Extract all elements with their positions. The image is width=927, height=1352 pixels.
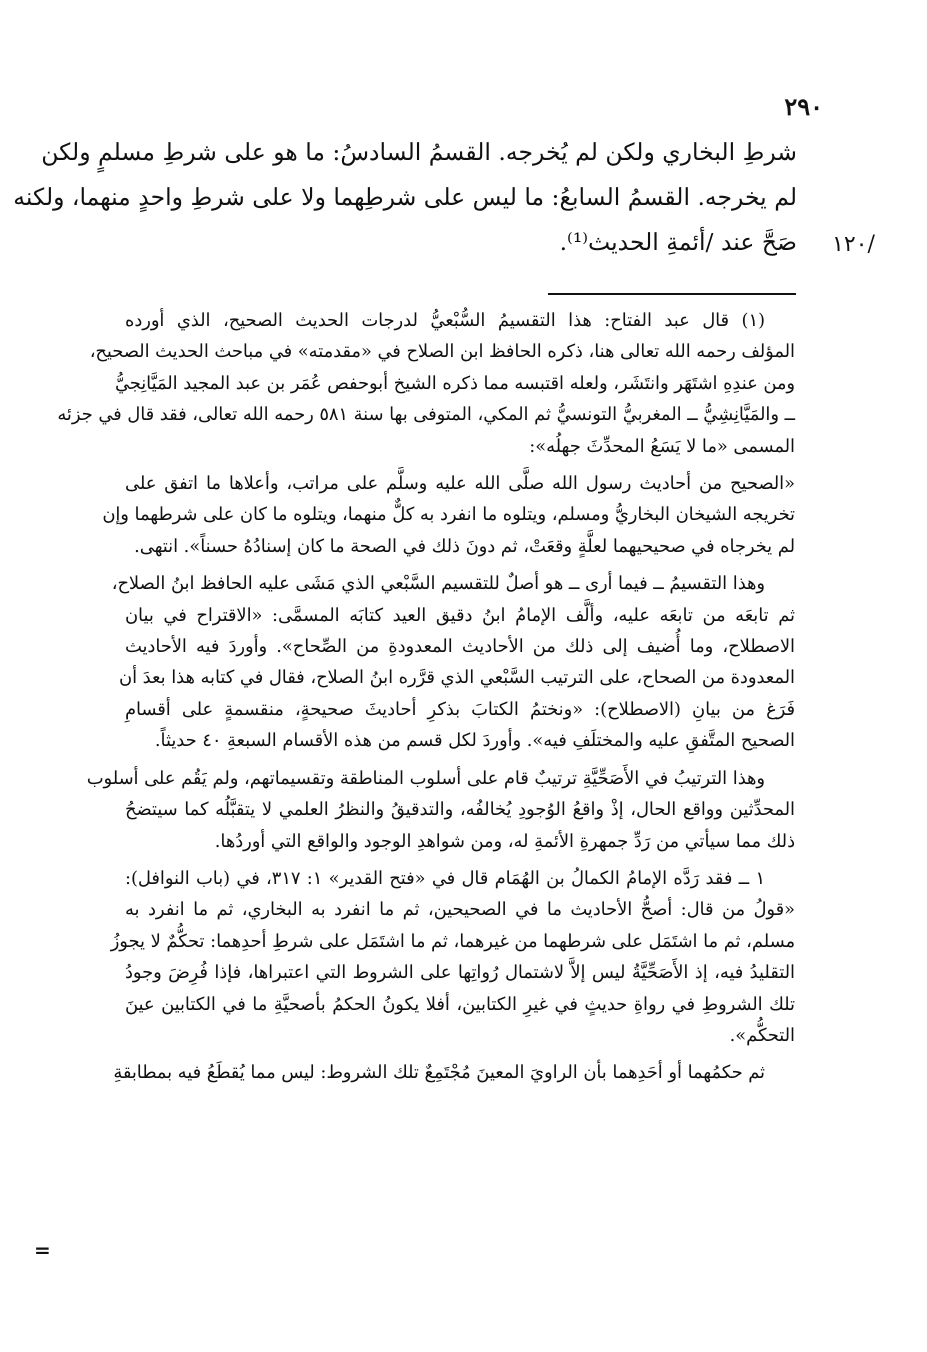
footnote-line: ــ والمَيَّانِشِيُّ ــ المغربيُّ التونسيُّ ثم المكي، المتوفى بها سنة ٥٨١ رحمه الله تعالى، فقد قال في جزئه (57, 404, 795, 426)
footnote-separator (548, 293, 796, 295)
margin-page-reference: /١٢٠ (832, 232, 875, 257)
page-number: ٢٩٠ (784, 92, 823, 121)
footnote-line: تخريجه الشيخان البخاريُّ ومسلم، ويتلوه ما انفرد به كلٌّ منهما، ويتلوه ما كان على شرطهما وإن (102, 504, 795, 526)
footnote-paragraph (110, 863, 795, 1051)
footnote-line: تلك الشروطِ في رواةِ حديثٍ في غيرِ الكتابين، أفلا يكونُ الحكمُ بأصحيَّةِ ما في الكتابين عينَ (125, 993, 795, 1015)
footnote-paragraph (102, 468, 795, 562)
footnote-paragraph (57, 305, 795, 462)
footnote-line: المعدودة من الصحاح، على الترتيب السَّبْعي الذي قرَّره ابنُ الصلاح، فقال في كتابه هذا بعدَ أن (119, 667, 795, 689)
footnote-line: «قولُ من قال: أصحُّ الأحاديث ما في الصحيحين، ثم ما انفرد به البخاري، ثم ما انفرد به (125, 899, 795, 921)
footnote-line: التقليدُ فيه، إذ الأَصَحِّيَّةُ ليس إلاَّ لاشتمال رُواتِها على الشروط التي اعتبراها، فإذا فُرِضَ وجودُ (125, 962, 795, 984)
footnote-paragraph (111, 568, 795, 756)
footnote-paragraph (113, 1057, 795, 1088)
footnote-line: ثم تابعَه من تابعَه عليه، وألَّف الإمامُ ابنُ دقيق العيد كتابَه المسمَّى: «الاقتراح في بيان (125, 604, 795, 626)
continuation-mark: = (34, 1238, 51, 1262)
footnote-line: ثم حكمُهما أو أحَدِهما بأن الراويَ المعينَ مُجْتَمِعٌ تلك الشروط: ليس مما يُقطَعُ فيه بمطابقةِ (113, 1062, 765, 1084)
footnote-line: مسلم، ثم ما اشتَمَل على شرطهما من غيرهما، ثم ما اشتَمَل على شرطِ أحدِهما: تحكُّمٌ لا يجوزُ (110, 930, 795, 952)
main-text-line: شرطِ البخاري ولكن لم يُخرجه. القسمُ السادسُ: ما هو على شرطِ مسلمٍ ولكن (41, 138, 797, 166)
footnote-line: ذلك مما سيأتي من رَدِّ جمهرةِ الأئمةِ له، ومن شواهدِ الوجود والواقع التي أوردُها. (214, 830, 795, 852)
footnote-paragraph (86, 763, 795, 857)
footnote-line: المسمى «ما لا يَسَعُ المحدِّثَ جهلُه»: (529, 435, 795, 457)
main-text-line: لم يخرجه. القسمُ السابعُ: ما ليس على شرطِهما ولا على شرطِ واحدٍ منهما، ولكنه (13, 183, 797, 211)
footnote-line: الصحيح المتَّفقِ عليه والمختلَفِ فيه». وأوردَ لكل قسم من هذه الأقسام السبعةِ ٤٠ حديثاً. (154, 730, 795, 752)
footnote-line: (١) قال عبد الفتاح: هذا التقسيمُ السُّبْعيُّ لدرجات الحديث الصحيح، الذي أورده (125, 310, 765, 331)
footnote-line: «الصحيح من أحاديث رسول الله صلَّى الله عليه وسلَّم على مراتب، وأعلاها ما اتفق على (125, 473, 795, 495)
footnote-line: لم يخرجاه في صحيحيهما لعلَّةٍ وقعَتْ، ثم دونَ ذلك في الصحة ما كان إسنادُهُ حسناً». انتهى. (134, 535, 795, 557)
main-text (13, 130, 797, 265)
footnotes (57, 305, 795, 1095)
footnote-line: الاصطلاح، وما أُضيف إلى ذلك من الأحاديث المعدودةِ من الصِّحاح». وأوردَ فيه الأحاديث (125, 636, 795, 658)
footnote-line: المحدِّثين وواقع الحال، إذْ واقعُ الوُجودِ يُخالفُه، والتدقيقُ والنظرُ العلمي لا يتقبَّلُه كما سيتضحُ (125, 799, 795, 821)
footnote-line: ١ ــ فقد رَدَّه الإمامُ الكمالُ بن الهُمَام قال في «فتح القدير» ١: ٣١٧، في (باب النوافل): (125, 867, 765, 889)
footnote-line: فَرَغ من بيانِ (الاصطلاح): «ونختمُ الكتابَ بذكرِ أحاديثَ صحيحةٍ، منقسمةٍ على أقسامِ (125, 698, 795, 720)
footnote-line: وهذا التقسيمُ ــ فيما أرى ــ هو أصلٌ للتقسيم السَّبْعي الذي مَشَى عليه الحافظ ابنُ الصلاح، (111, 573, 765, 595)
footnote-line: المؤلف رحمه الله تعالى هنا، ذكره الحافظ ابن الصلاح في «مقدمته» في مباحث الحديث الصحيح، (89, 341, 795, 363)
main-text-line: صَحَّ عند /أئمةِ الحديث⁽¹⁾. (559, 228, 797, 256)
footnote-line: التحكُّم». (729, 1024, 795, 1046)
footnote-line: وهذا الترتيبُ في الأَصَحِّيَّةِ ترتيبٌ قام على أسلوب المناطقة وتقسيماتهم، ولم يَقُم على أسلوب (86, 767, 765, 789)
footnote-line: ومن عندِهِ اشتَهَر وانتَشَر، ولعله اقتبسه مما ذكره الشيخ أبوحفص عُمَر بن عبد المجيد المَيَّانِجيُّ (114, 372, 795, 394)
